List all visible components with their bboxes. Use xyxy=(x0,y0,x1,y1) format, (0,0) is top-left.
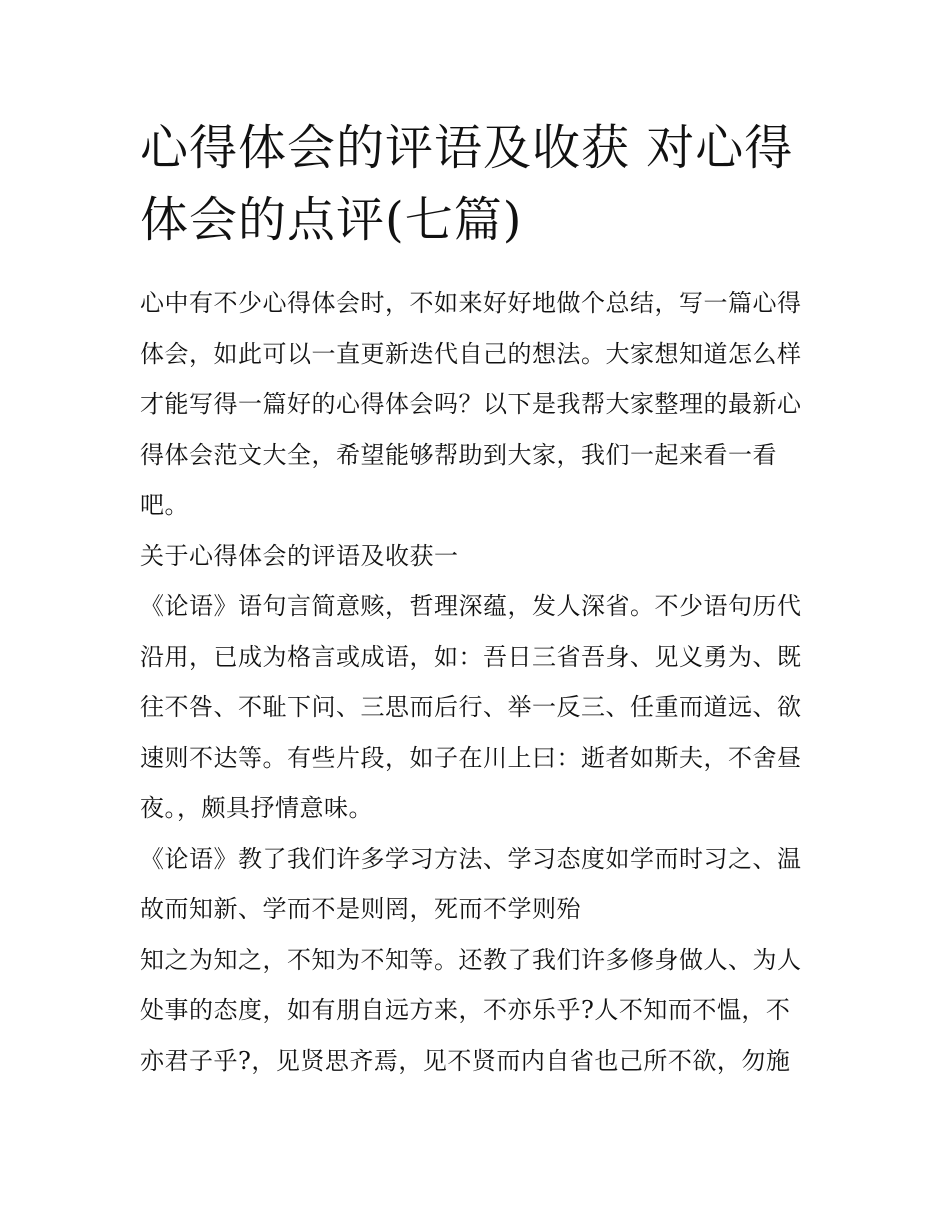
body-paragraph-3: 知之为知之，不知为不知等。还教了我们许多修身做人、为人处事的态度，如有朋自远方来，不亦乐乎?人不知而不愠，不亦君子乎?，见贤思齐焉，见不贤而内自省也己所不欲，勿施 xyxy=(140,945,802,1075)
section-heading: 关于心得体会的评语及收获一 xyxy=(140,541,459,570)
intro-paragraph: 心中有不少心得体会时，不如来好好地做个总结，写一篇心得体会，如此可以一直更新迭代自己的想法。大家想知道怎么样才能写得一篇好的心得体会吗？以下是我帮大家整理的最新心得体会范文大全，希望能够帮助到大家，我们一起来看一看吧。 xyxy=(140,289,802,519)
body-paragraph-2: 《论语》教了我们许多学习方法、学习态度如学而时习之、温故而知新、学而不是则罔，死而不学则殆 xyxy=(140,844,802,923)
document-title: 心得体会的评语及收获 对心得体会的点评(七篇) xyxy=(140,120,794,248)
document-page xyxy=(140,112,812,1086)
body-paragraph-1: 《论语》语句言简意赅，哲理深蕴，发人深省。不少语句历代沿用，已成为格言或成语，如：吾日三省吾身、见义勇为、既往不咎、不耻下问、三思而后行、举一反三、任重而道远、欲速则不达等。有些片段，如子在川上曰：逝者如斯夫，不舍昼夜。，颇具抒情意味。 xyxy=(140,592,802,822)
